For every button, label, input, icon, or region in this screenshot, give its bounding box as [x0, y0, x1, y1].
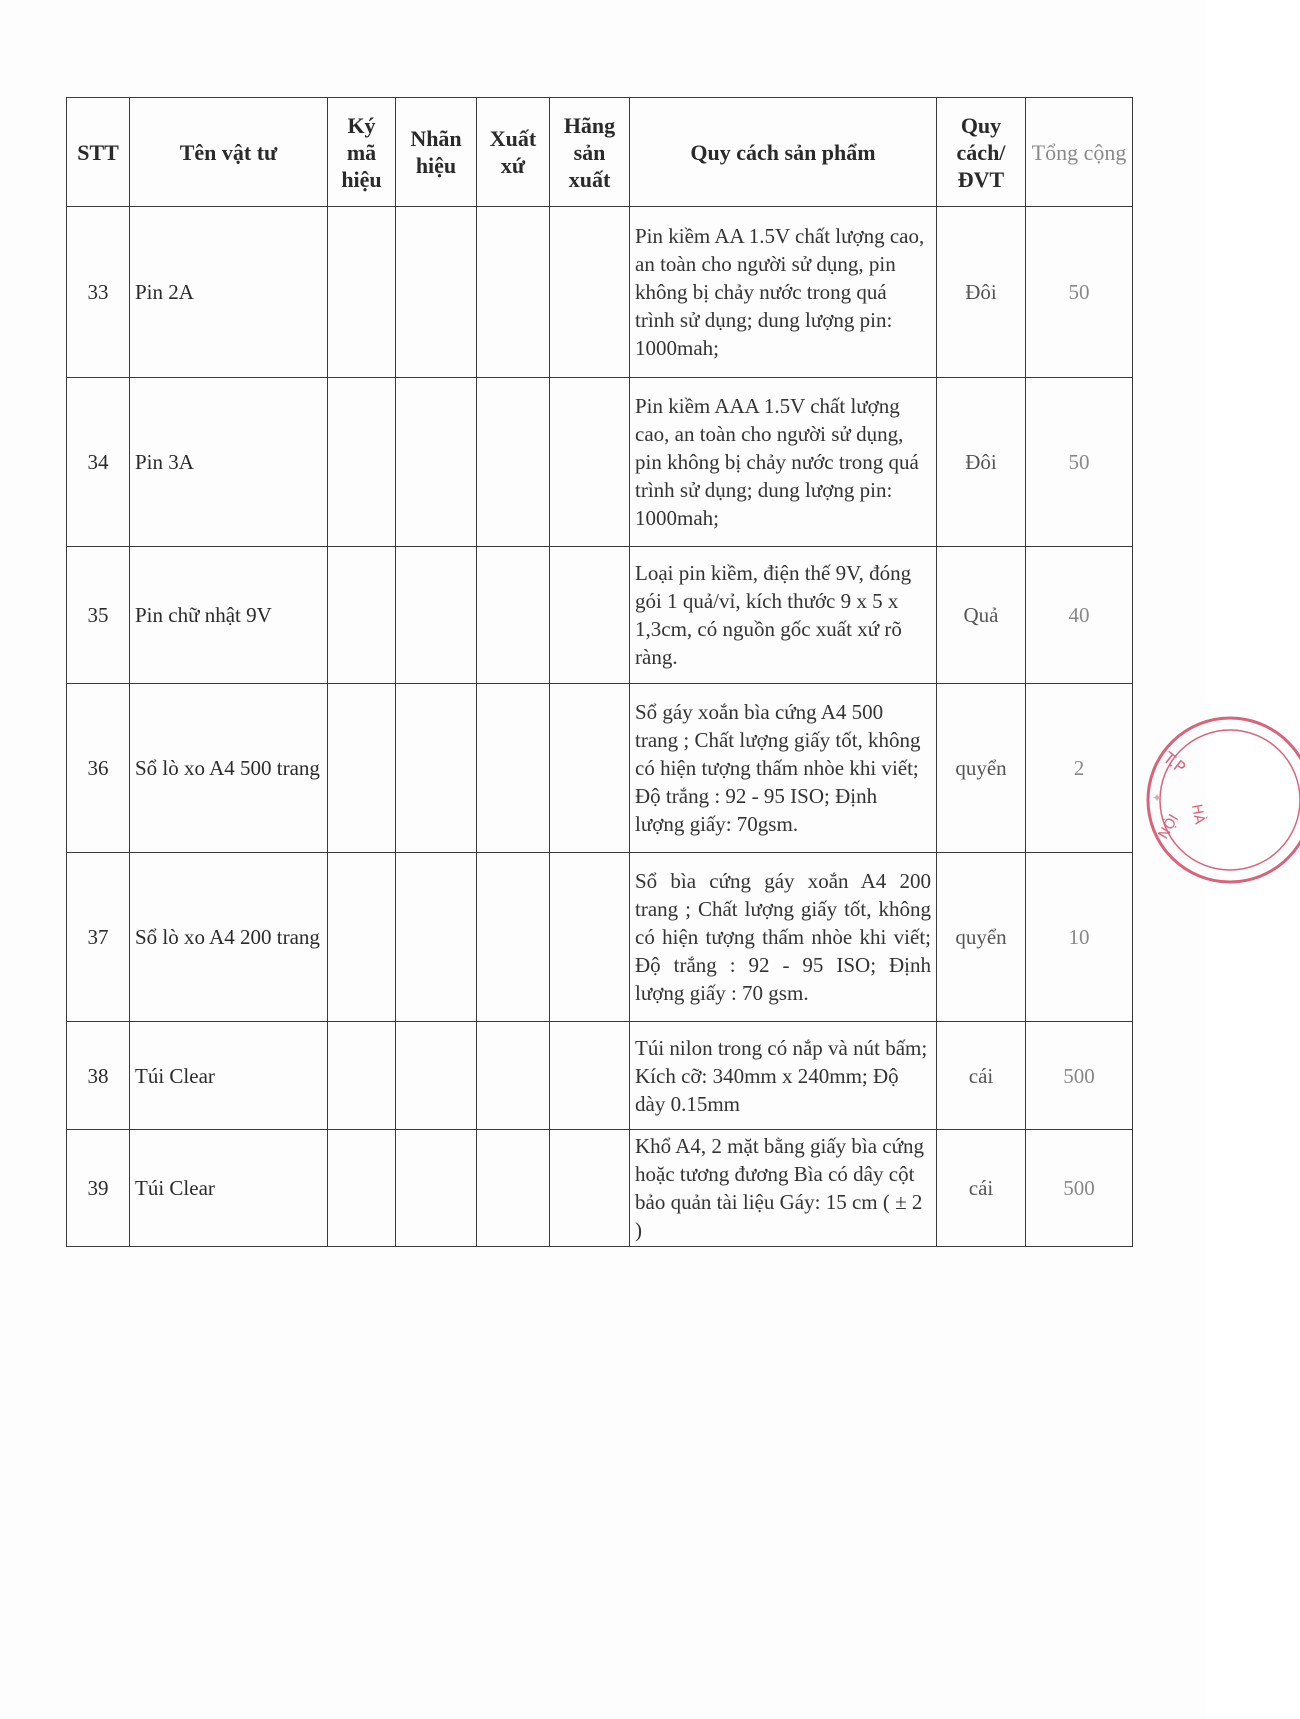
cell-total: 50 — [1026, 378, 1133, 547]
header-total: Tổng cộng — [1026, 98, 1133, 207]
table-row — [67, 1022, 1133, 1130]
cell-stt: 35 — [67, 547, 130, 684]
cell-code — [328, 378, 396, 547]
cell-unit: cái — [937, 1130, 1026, 1247]
cell-brand — [396, 547, 477, 684]
cell-manufacturer — [550, 853, 630, 1022]
cell-origin — [477, 1130, 550, 1247]
header-stt: STT — [67, 98, 130, 207]
cell-brand — [396, 684, 477, 853]
cell-stt: 37 — [67, 853, 130, 1022]
cell-brand — [396, 853, 477, 1022]
cell-unit: Đôi — [937, 378, 1026, 547]
cell-stt: 38 — [67, 1022, 130, 1130]
cell-code — [328, 684, 396, 853]
cell-name: Túi Clear — [130, 1022, 328, 1130]
table-row — [67, 684, 1133, 853]
cell-spec: Loại pin kiềm, điện thế 9V, đóng gói 1 quả/vỉ, kích thước 9 x 5 x 1,3cm, có nguồn gốc xuất xứ rõ ràng. — [630, 547, 937, 684]
cell-name: Pin 2A — [130, 207, 328, 378]
svg-text:NỘI: NỘI — [1155, 811, 1183, 842]
cell-name: Túi Clear — [130, 1130, 328, 1247]
cell-manufacturer — [550, 547, 630, 684]
cell-unit: quyển — [937, 853, 1026, 1022]
cell-code — [328, 1130, 396, 1247]
cell-manufacturer — [550, 378, 630, 547]
svg-text:HÀ: HÀ — [1188, 802, 1208, 826]
header-code: Ký mã hiệu — [328, 98, 396, 207]
header-unit: Quy cách/ ĐVT — [937, 98, 1026, 207]
cell-manufacturer — [550, 207, 630, 378]
cell-brand — [396, 1130, 477, 1247]
cell-manufacturer — [550, 684, 630, 853]
table-row — [67, 378, 1133, 547]
header-manufacturer: Hãng sản xuất — [550, 98, 630, 207]
cell-origin — [477, 853, 550, 1022]
cell-origin — [477, 1022, 550, 1130]
cell-code — [328, 547, 396, 684]
cell-spec: Sổ bìa cứng gáy xoắn A4 200 trang ; Chất lượng giấy tốt, không có hiện tượng thấm nhòe khi viết; Độ trắng : 92 - 95 ISO; Định lượng giấy : 70 gsm. — [630, 853, 937, 1022]
seal-stamp-icon — [1140, 710, 1300, 890]
cell-unit: cái — [937, 1022, 1026, 1130]
cell-total: 500 — [1026, 1022, 1133, 1130]
cell-unit: quyển — [937, 684, 1026, 853]
table-row — [67, 1130, 1133, 1247]
cell-total: 2 — [1026, 684, 1133, 853]
cell-origin — [477, 684, 550, 853]
cell-name: Sổ lò xo A4 500 trang — [130, 684, 328, 853]
svg-text:✦: ✦ — [1152, 791, 1163, 805]
cell-total: 10 — [1026, 853, 1133, 1022]
cell-unit: Đôi — [937, 207, 1026, 378]
cell-brand — [396, 1022, 477, 1130]
table-row — [67, 547, 1133, 684]
cell-unit: Quả — [937, 547, 1026, 684]
cell-spec: Khổ A4, 2 mặt bằng giấy bìa cứng hoặc tương đương Bìa có dây cột bảo quản tài liệu Gáy: 15 cm ( ± 2 ) — [630, 1130, 937, 1247]
header-row — [67, 98, 1133, 207]
cell-brand — [396, 207, 477, 378]
table-row — [67, 853, 1133, 1022]
cell-manufacturer — [550, 1130, 630, 1247]
cell-total: 500 — [1026, 1130, 1133, 1247]
cell-code — [328, 207, 396, 378]
cell-name: Sổ lò xo A4 200 trang — [130, 853, 328, 1022]
cell-stt: 39 — [67, 1130, 130, 1247]
header-brand: Nhãn hiệu — [396, 98, 477, 207]
header-origin: Xuất xứ — [477, 98, 550, 207]
cell-code — [328, 1022, 396, 1130]
svg-text:T.P: T.P — [1159, 748, 1190, 778]
cell-spec: Túi nilon trong có nắp và nút bấm; Kích cỡ: 340mm x 240mm; Độ dày 0.15mm — [630, 1022, 937, 1130]
supplies-table — [66, 97, 1133, 1247]
cell-name: Pin chữ nhật 9V — [130, 547, 328, 684]
cell-stt: 36 — [67, 684, 130, 853]
cell-code — [328, 853, 396, 1022]
cell-brand — [396, 378, 477, 547]
cell-total: 40 — [1026, 547, 1133, 684]
cell-origin — [477, 378, 550, 547]
table-row — [67, 207, 1133, 378]
cell-origin — [477, 207, 550, 378]
header-spec: Quy cách sản phẩm — [630, 98, 937, 207]
cell-spec: Pin kiềm AA 1.5V chất lượng cao, an toàn cho người sử dụng, pin không bị chảy nước trong quá trình sử dụng; dung lượng pin: 1000mah; — [630, 207, 937, 378]
header-name: Tên vật tư — [130, 98, 328, 207]
cell-total: 50 — [1026, 207, 1133, 378]
cell-spec: Sổ gáy xoắn bìa cứng A4 500 trang ; Chất lượng giấy tốt, không có hiện tượng thấm nhòe khi viết; Độ trắng : 92 - 95 ISO; Định lượng giấy: 70gsm. — [630, 684, 937, 853]
cell-stt: 33 — [67, 207, 130, 378]
cell-name: Pin 3A — [130, 378, 328, 547]
cell-spec: Pin kiềm AAA 1.5V chất lượng cao, an toàn cho người sử dụng, pin không bị chảy nước trong quá trình sử dụng; dung lượng pin: 1000mah; — [630, 378, 937, 547]
cell-origin — [477, 547, 550, 684]
cell-stt: 34 — [67, 378, 130, 547]
cell-manufacturer — [550, 1022, 630, 1130]
